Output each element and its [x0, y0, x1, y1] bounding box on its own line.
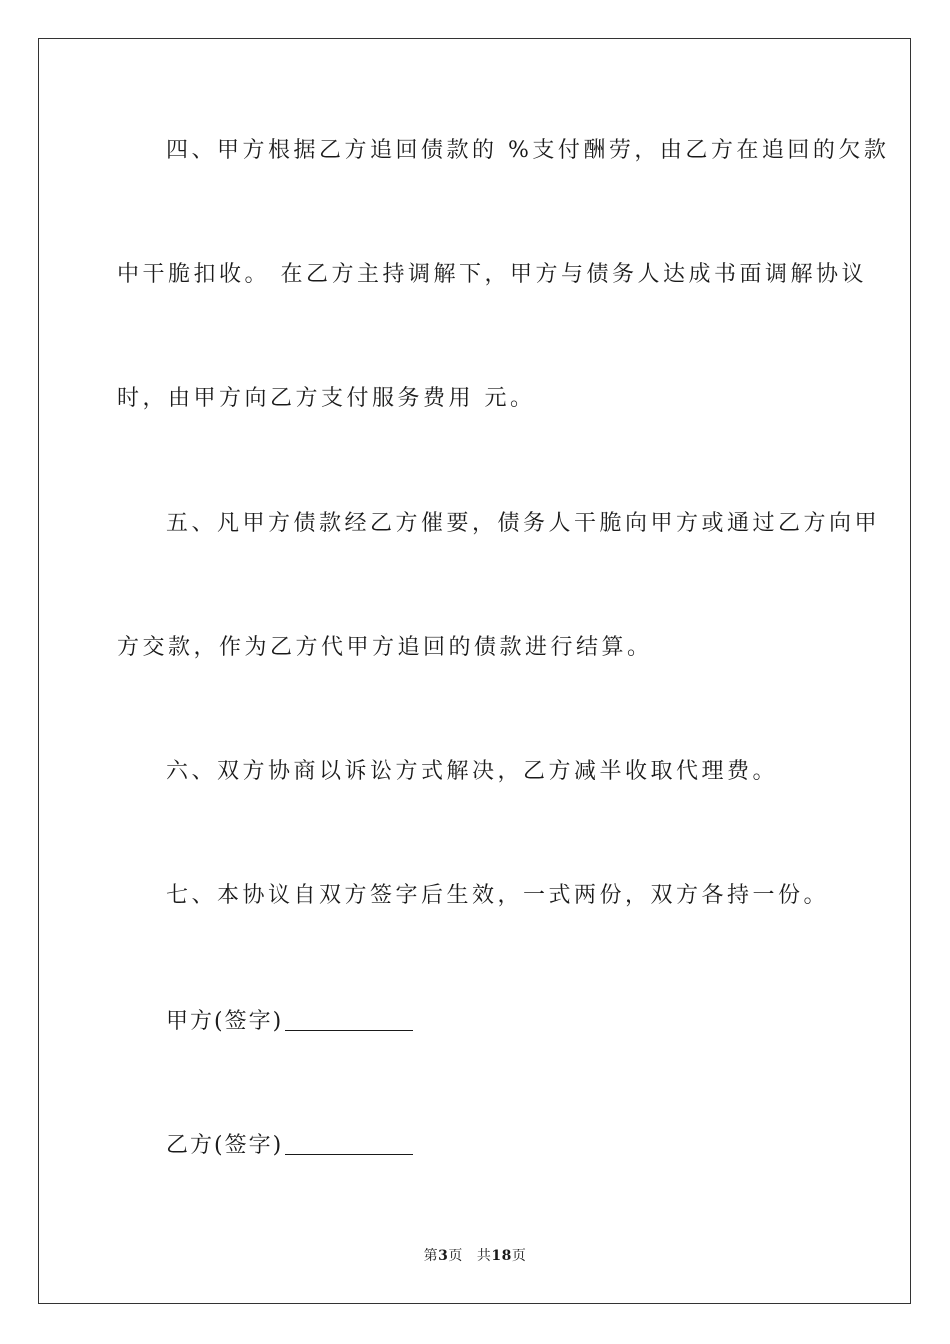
total-suffix: 页	[511, 1248, 527, 1264]
clause-4-line-1: 四、甲方根据乙方追回债款的 %支付酬劳，由乙方在追回的欠款	[166, 138, 890, 163]
party-a-signature-row	[166, 1007, 413, 1037]
party-a-signature-label: 甲方(签字)	[166, 1009, 284, 1034]
page-number-footer	[0, 1246, 950, 1266]
clause-6-line-1: 六、双方协商以诉讼方式解决，乙方减半收取代理费。	[166, 759, 779, 784]
page-frame	[38, 38, 911, 1304]
clause-7-line-1: 七、本协议自双方签字后生效，一式两份，双方各持一份。	[166, 883, 830, 908]
clause-5-line-2: 方交款，作为乙方代甲方追回的债款进行结算。	[117, 635, 653, 660]
page-suffix: 页	[448, 1248, 463, 1264]
party-b-signature-label: 乙方(签字)	[166, 1133, 284, 1158]
party-b-signature-row	[166, 1131, 413, 1161]
party-b-signature-line	[285, 1134, 413, 1155]
total-prefix: 共	[476, 1248, 492, 1264]
clause-4-line-3: 时，由甲方向乙方支付服务费用 元。	[117, 386, 536, 411]
clause-5-line-1: 五、凡甲方债款经乙方催要，债务人干脆向甲方或通过乙方向甲	[166, 511, 881, 536]
page-prefix: 第	[423, 1248, 439, 1264]
party-a-signature-line	[285, 1010, 413, 1031]
clause-4-line-2: 中干脆扣收。 在乙方主持调解下，甲方与债务人达成书面调解协议	[117, 262, 867, 287]
total-page-number: 18	[491, 1248, 512, 1264]
current-page-number: 3	[438, 1248, 449, 1264]
